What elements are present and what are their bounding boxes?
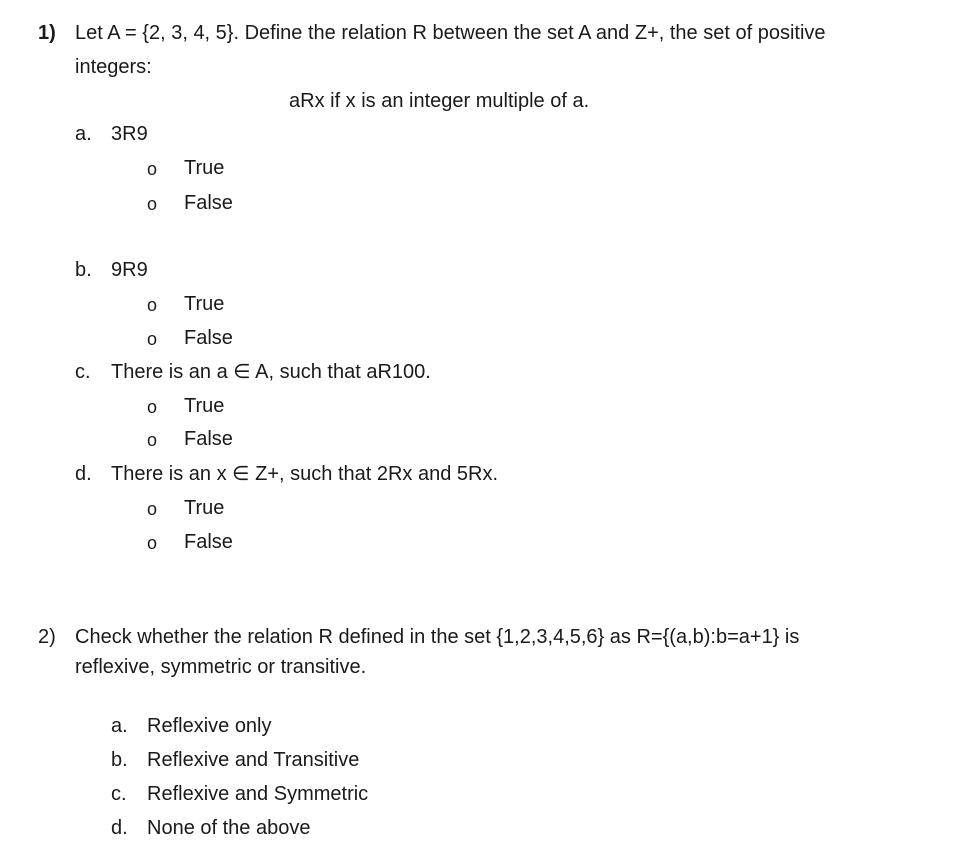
question-1-text-line2: integers: bbox=[75, 56, 152, 78]
choice-c-letter: c. bbox=[111, 783, 127, 805]
part-a-letter: a. bbox=[75, 123, 92, 145]
part-b-option-false[interactable]: False bbox=[184, 327, 233, 349]
part-c-text: There is an a ∈ A, such that aR100. bbox=[111, 361, 431, 383]
part-a-option-false[interactable]: False bbox=[184, 192, 233, 214]
question-2-number: 2) bbox=[38, 626, 56, 648]
part-b-letter: b. bbox=[75, 259, 92, 281]
option-bullet: o bbox=[147, 295, 158, 315]
choice-d-text[interactable]: None of the above bbox=[147, 817, 311, 839]
option-bullet: o bbox=[147, 397, 158, 417]
question-1-text-line1: Let A = {2, 3, 4, 5}. Define the relation R between the set A and Z+, the set of positive bbox=[75, 22, 826, 44]
part-d-option-true[interactable]: True bbox=[184, 497, 225, 519]
option-bullet: o bbox=[147, 329, 158, 349]
part-a-text: 3R9 bbox=[111, 123, 148, 145]
part-d-text: There is an x ∈ Z+, such that 2Rx and 5Rx. bbox=[111, 463, 499, 485]
part-b-option-true[interactable]: True bbox=[184, 293, 225, 315]
option-bullet: o bbox=[147, 159, 158, 179]
part-d-option-false[interactable]: False bbox=[184, 531, 233, 553]
choice-a-text[interactable]: Reflexive only bbox=[147, 715, 272, 737]
part-c-option-false[interactable]: False bbox=[184, 428, 233, 450]
part-d-letter: d. bbox=[75, 463, 92, 485]
option-bullet: o bbox=[147, 499, 158, 519]
choice-d-letter: d. bbox=[111, 817, 128, 839]
choice-b-text[interactable]: Reflexive and Transitive bbox=[147, 749, 360, 771]
choice-b-letter: b. bbox=[111, 749, 128, 771]
option-bullet: o bbox=[147, 194, 158, 214]
choice-a-letter: a. bbox=[111, 715, 128, 737]
question-2-text-line2: reflexive, symmetric or transitive. bbox=[75, 656, 367, 678]
part-a-option-true[interactable]: True bbox=[184, 157, 225, 179]
part-c-option-true[interactable]: True bbox=[184, 395, 225, 417]
part-c-letter: c. bbox=[75, 361, 91, 383]
question-1-rule: aRx if x is an integer multiple of a. bbox=[289, 90, 590, 112]
question-1-number: 1) bbox=[38, 22, 56, 44]
part-b-text: 9R9 bbox=[111, 259, 148, 281]
question-2-text-line1: Check whether the relation R defined in the set {1,2,3,4,5,6} as R={(a,b):b=a+1} is bbox=[75, 626, 800, 648]
option-bullet: o bbox=[147, 533, 158, 553]
choice-c-text[interactable]: Reflexive and Symmetric bbox=[147, 783, 369, 805]
option-bullet: o bbox=[147, 430, 158, 450]
